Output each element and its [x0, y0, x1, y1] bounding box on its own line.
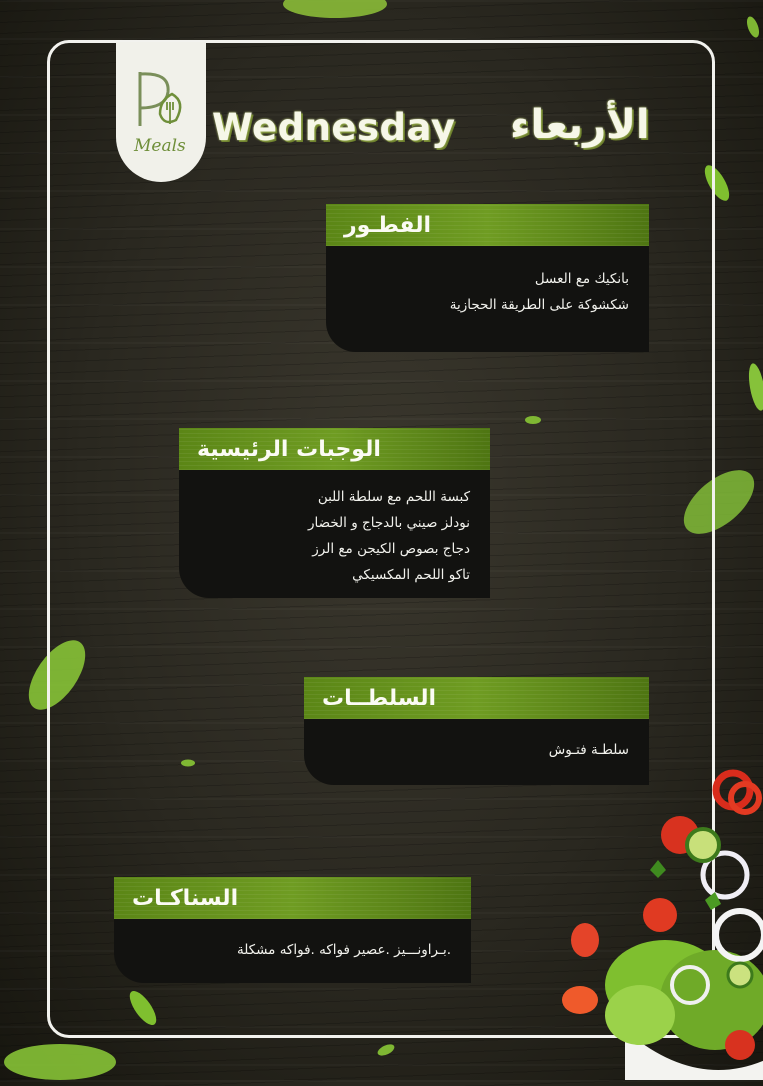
breakfast-card — [326, 204, 649, 352]
main-meals-items — [179, 470, 490, 598]
menu-item: دجاج بصوص الكيجن مع الرز — [312, 541, 470, 557]
menu-item: بانكيك مع العسل — [534, 271, 629, 287]
menu-item: كبسة اللحم مع سلطة اللبن — [317, 489, 470, 505]
leaf-decoration-icon — [0, 1036, 120, 1086]
menu-item: سلطـة فتـوش — [548, 742, 629, 758]
menu-item: تاكو اللحم المكسيكي — [352, 567, 470, 583]
day-title-arabic: الأربعاء — [510, 102, 650, 148]
menu-item: شكشوكة على الطريقة الحجازية — [449, 297, 629, 313]
breakfast-title: الفطـور — [326, 204, 649, 246]
salad-bowl-icon — [555, 760, 763, 1080]
leaf-decoration-icon — [376, 1043, 396, 1057]
day-title-english: Wednesday — [212, 106, 456, 149]
breakfast-items — [326, 246, 649, 352]
menu-item: .بـراونـــيز .عصير فواكه .فواكه مشكلة — [236, 942, 451, 958]
leaf-decoration-icon — [745, 360, 763, 414]
main-meals-title: الوجبات الرئيسية — [179, 428, 490, 470]
logo-text: Meals — [134, 136, 186, 156]
main-meals-card — [179, 428, 490, 598]
leaf-decoration-icon — [745, 14, 761, 40]
salads-title: السلطــات — [304, 677, 649, 719]
snacks-items — [114, 919, 471, 983]
logo-badge — [116, 42, 206, 182]
logo-icon — [126, 64, 196, 144]
leaf-decoration-icon — [280, 0, 390, 24]
snacks-card — [114, 877, 471, 983]
menu-item: نودلز صيني بالدجاج و الخضار — [307, 515, 470, 531]
snacks-title: السناكـات — [114, 877, 471, 919]
